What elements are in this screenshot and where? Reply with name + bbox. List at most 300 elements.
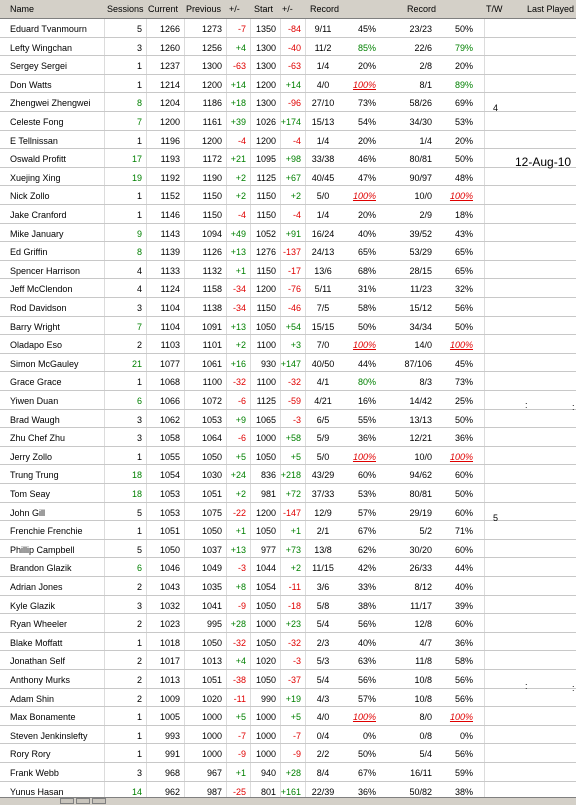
previous-cell[interactable]: 995: [206, 619, 222, 630]
diff-start-cell[interactable]: -18: [287, 600, 301, 611]
player-name[interactable]: Zhu Chef Zhu: [10, 433, 66, 444]
win-pct-total-cell[interactable]: 43%: [454, 228, 473, 239]
record-total-cell[interactable]: 14/0: [414, 340, 432, 351]
win-pct-cell[interactable]: 36%: [357, 786, 376, 797]
table-row[interactable]: [0, 56, 576, 75]
diff-previous-cell[interactable]: +13: [230, 544, 246, 555]
table-row[interactable]: [0, 577, 576, 596]
previous-cell[interactable]: 1041: [201, 600, 222, 611]
player-name[interactable]: Mike January: [10, 228, 64, 239]
previous-cell[interactable]: 1072: [201, 396, 222, 406]
start-cell[interactable]: 1200: [255, 135, 276, 146]
sessions-cell[interactable]: 1: [136, 377, 142, 388]
table-row[interactable]: [0, 503, 576, 522]
win-pct-cell[interactable]: 31%: [357, 284, 376, 295]
diff-previous-cell[interactable]: -11: [233, 693, 246, 704]
record-total-cell[interactable]: 87/106: [404, 358, 432, 369]
record-cell[interactable]: 37/33: [311, 489, 335, 499]
start-cell[interactable]: 1050: [255, 321, 276, 332]
diff-previous-cell[interactable]: +1: [235, 265, 246, 276]
diff-start-cell[interactable]: -76: [287, 284, 301, 295]
current-cell[interactable]: 962: [164, 786, 180, 797]
sessions-cell[interactable]: 1: [136, 749, 142, 760]
record-total-cell[interactable]: 30/20: [409, 544, 432, 555]
win-pct-cell[interactable]: 100%: [352, 79, 376, 90]
start-cell[interactable]: 1020: [255, 656, 276, 667]
player-name[interactable]: Adrian Jones: [10, 582, 63, 592]
record-total-cell[interactable]: 29/19: [409, 507, 432, 518]
record-cell[interactable]: 13/6: [314, 265, 332, 276]
diff-start-cell[interactable]: +72: [285, 489, 301, 499]
player-name[interactable]: Xuejing Xing: [10, 172, 61, 183]
diff-previous-cell[interactable]: -9: [237, 600, 246, 611]
header-previous[interactable]: Previous: [186, 4, 222, 14]
previous-cell[interactable]: 1126: [202, 247, 222, 258]
table-row[interactable]: [0, 112, 576, 131]
start-cell[interactable]: 1100: [256, 340, 276, 351]
record-cell[interactable]: 33/38: [311, 154, 335, 165]
header-name[interactable]: Name: [10, 4, 35, 14]
table-row[interactable]: [0, 38, 576, 57]
diff-start-cell[interactable]: +161: [280, 786, 301, 797]
record-total-cell[interactable]: 8/1: [419, 79, 432, 90]
table-row[interactable]: [0, 75, 576, 94]
diff-start-cell[interactable]: -32: [287, 637, 301, 648]
header-last-played[interactable]: Last Played: [527, 4, 575, 14]
record-cell[interactable]: 40/45: [311, 172, 335, 183]
diff-previous-cell[interactable]: +18: [230, 98, 246, 109]
record-cell[interactable]: 13/8: [314, 544, 332, 555]
current-cell[interactable]: 1005: [159, 712, 180, 723]
sessions-cell[interactable]: 2: [136, 340, 142, 351]
win-pct-cell[interactable]: 60%: [357, 470, 376, 481]
start-cell[interactable]: 1100: [256, 377, 276, 388]
table-row[interactable]: [0, 651, 576, 670]
record-total-cell[interactable]: 58/26: [409, 98, 432, 109]
record-total-cell[interactable]: 4/7: [419, 637, 432, 648]
sessions-cell[interactable]: 6: [136, 563, 142, 574]
current-cell[interactable]: 1104: [160, 303, 180, 313]
sessions-cell[interactable]: 14: [131, 786, 142, 797]
previous-cell[interactable]: 1037: [201, 544, 222, 555]
player-name[interactable]: Jerry Zollo: [10, 451, 53, 462]
record-total-cell[interactable]: 1/4: [419, 135, 432, 146]
record-cell[interactable]: 4/3: [316, 693, 330, 704]
record-total-cell[interactable]: 10/0: [414, 451, 432, 462]
current-cell[interactable]: 1152: [160, 191, 180, 202]
previous-cell[interactable]: 1035: [201, 582, 222, 592]
win-pct-cell[interactable]: 80%: [357, 377, 376, 388]
record-cell[interactable]: 22/39: [311, 786, 335, 797]
diff-previous-cell[interactable]: -6: [237, 433, 246, 444]
start-cell[interactable]: 1350: [255, 24, 276, 34]
record-total-cell[interactable]: 10/8: [414, 693, 432, 704]
start-cell[interactable]: 1095: [255, 154, 276, 165]
record-total-cell[interactable]: 5/2: [419, 526, 432, 537]
sessions-cell[interactable]: 18: [131, 489, 142, 499]
sessions-cell[interactable]: 1: [136, 526, 142, 537]
win-pct-cell[interactable]: 67%: [357, 768, 376, 778]
record-cell[interactable]: 6/5: [316, 414, 330, 425]
player-name[interactable]: Blake Moffatt: [10, 637, 63, 648]
player-name[interactable]: Lefty Wingchan: [10, 42, 73, 53]
diff-previous-cell[interactable]: +16: [230, 358, 246, 369]
record-total-cell[interactable]: 5/4: [419, 749, 432, 760]
previous-cell[interactable]: 1161: [202, 117, 222, 127]
record-cell[interactable]: 4/0: [316, 712, 330, 723]
player-name[interactable]: Adam Shin: [10, 693, 55, 704]
record-cell[interactable]: 2/2: [316, 749, 330, 760]
win-pct-cell[interactable]: 100%: [352, 451, 376, 462]
current-cell[interactable]: 1192: [160, 172, 180, 183]
record-cell[interactable]: 1/4: [316, 135, 330, 146]
start-cell[interactable]: 1000: [255, 619, 276, 630]
win-pct-cell[interactable]: 42%: [357, 563, 376, 574]
win-pct-total-cell[interactable]: 65%: [454, 247, 473, 258]
win-pct-total-cell[interactable]: 25%: [454, 396, 473, 406]
record-cell[interactable]: 40/50: [311, 358, 335, 369]
win-pct-cell[interactable]: 40%: [357, 228, 376, 239]
current-cell[interactable]: 968: [164, 768, 180, 778]
win-pct-cell[interactable]: 36%: [357, 433, 376, 444]
diff-start-cell[interactable]: +73: [285, 544, 301, 555]
sessions-cell[interactable]: 7: [136, 117, 142, 127]
win-pct-cell[interactable]: 65%: [357, 247, 376, 258]
start-cell[interactable]: 1050: [255, 526, 276, 537]
sessions-cell[interactable]: 4: [136, 284, 142, 295]
diff-start-cell[interactable]: +147: [280, 358, 301, 369]
table-row[interactable]: [0, 19, 576, 38]
table-row[interactable]: [0, 279, 576, 298]
header-sessions[interactable]: Sessions: [107, 4, 144, 14]
diff-start-cell[interactable]: -32: [287, 377, 301, 388]
record-total-cell[interactable]: 2/8: [419, 61, 432, 72]
diff-start-cell[interactable]: -137: [282, 247, 301, 258]
win-pct-total-cell[interactable]: 58%: [454, 656, 473, 667]
start-cell[interactable]: 1200: [255, 79, 276, 90]
previous-cell[interactable]: 1200: [201, 135, 222, 146]
diff-previous-cell[interactable]: +2: [235, 489, 246, 499]
start-cell[interactable]: 1300: [255, 61, 276, 72]
win-pct-total-cell[interactable]: 53%: [454, 117, 473, 127]
win-pct-cell[interactable]: 56%: [357, 619, 376, 630]
win-pct-cell[interactable]: 68%: [357, 265, 376, 276]
win-pct-cell[interactable]: 20%: [357, 210, 376, 220]
record-cell[interactable]: 7/5: [316, 303, 330, 313]
record-cell[interactable]: 16/24: [311, 228, 335, 239]
win-pct-total-cell[interactable]: 56%: [454, 303, 473, 313]
previous-cell[interactable]: 1138: [202, 303, 222, 313]
start-cell[interactable]: 801: [260, 786, 276, 797]
table-row[interactable]: [0, 558, 576, 577]
current-cell[interactable]: 1017: [159, 656, 180, 667]
win-pct-total-cell[interactable]: 39%: [454, 600, 473, 611]
record-total-cell[interactable]: 53/29: [409, 247, 432, 258]
win-pct-total-cell[interactable]: 44%: [454, 563, 473, 574]
player-name[interactable]: Frank Webb: [10, 768, 59, 778]
record-total-cell[interactable]: 10/0: [414, 191, 432, 202]
current-cell[interactable]: 1023: [159, 619, 180, 630]
start-cell[interactable]: 990: [260, 693, 276, 704]
start-cell[interactable]: 1050: [255, 451, 276, 462]
diff-previous-cell[interactable]: -3: [237, 563, 246, 574]
record-total-cell[interactable]: 10/8: [414, 675, 432, 685]
sessions-cell[interactable]: 17: [131, 154, 142, 165]
start-cell[interactable]: 1150: [256, 265, 276, 276]
record-total-cell[interactable]: 90/97: [409, 172, 432, 183]
diff-previous-cell[interactable]: +2: [235, 340, 246, 351]
current-cell[interactable]: 1009: [159, 693, 180, 704]
player-name[interactable]: Trung Trung: [10, 470, 59, 481]
player-name[interactable]: Spencer Harrison: [10, 265, 81, 276]
start-cell[interactable]: 1276: [255, 247, 276, 258]
diff-previous-cell[interactable]: +21: [230, 154, 246, 165]
win-pct-cell[interactable]: 55%: [357, 414, 376, 425]
record-cell[interactable]: 5/8: [316, 600, 330, 611]
win-pct-total-cell[interactable]: 56%: [454, 693, 473, 704]
sessions-cell[interactable]: 9: [136, 228, 142, 239]
start-cell[interactable]: 1125: [256, 172, 276, 183]
win-pct-cell[interactable]: 100%: [352, 712, 376, 723]
diff-previous-cell[interactable]: -22: [232, 507, 246, 518]
diff-start-cell[interactable]: +91: [285, 228, 301, 239]
diff-start-cell[interactable]: +67: [285, 172, 301, 183]
player-name[interactable]: Yunus Hasan: [10, 786, 64, 797]
win-pct-total-cell[interactable]: 100%: [449, 712, 473, 723]
current-cell[interactable]: 991: [164, 749, 180, 760]
start-cell[interactable]: 1026: [255, 117, 276, 127]
player-name[interactable]: Brad Waugh: [10, 414, 60, 425]
table-row[interactable]: [0, 317, 576, 336]
previous-cell[interactable]: 1091: [201, 321, 222, 332]
current-cell[interactable]: 1143: [160, 228, 180, 239]
record-total-cell[interactable]: 11/8: [415, 656, 432, 667]
win-pct-total-cell[interactable]: 65%: [454, 265, 473, 276]
current-cell[interactable]: 1133: [160, 265, 180, 276]
win-pct-cell[interactable]: 45%: [357, 24, 376, 34]
win-pct-cell[interactable]: 38%: [357, 600, 376, 611]
win-pct-total-cell[interactable]: 79%: [454, 42, 473, 53]
header-start[interactable]: Start: [254, 4, 274, 14]
win-pct-cell[interactable]: 53%: [357, 489, 376, 499]
previous-cell[interactable]: 1273: [201, 24, 222, 34]
previous-cell[interactable]: 1053: [201, 414, 222, 425]
record-cell[interactable]: 2/1: [316, 526, 330, 537]
sessions-cell[interactable]: 3: [136, 433, 142, 444]
start-cell[interactable]: 1150: [256, 303, 276, 313]
previous-cell[interactable]: 1094: [201, 228, 222, 239]
diff-previous-cell[interactable]: +28: [230, 619, 246, 630]
next-sheet-button[interactable]: [92, 798, 106, 804]
header-tw[interactable]: T/W: [486, 4, 503, 14]
first-sheet-button[interactable]: [60, 798, 74, 804]
diff-start-cell[interactable]: -37: [287, 675, 301, 685]
win-pct-total-cell[interactable]: 45%: [454, 358, 473, 369]
current-cell[interactable]: 1013: [159, 675, 180, 685]
sessions-cell[interactable]: 1: [136, 191, 142, 202]
previous-cell[interactable]: 1100: [202, 377, 222, 388]
current-cell[interactable]: 1146: [160, 210, 180, 220]
sessions-cell[interactable]: 5: [136, 507, 142, 518]
record-cell[interactable]: 4/21: [314, 396, 332, 406]
previous-cell[interactable]: 1075: [201, 507, 222, 518]
previous-cell[interactable]: 1172: [202, 154, 222, 165]
diff-previous-cell[interactable]: -38: [232, 675, 246, 685]
previous-cell[interactable]: 1050: [201, 526, 222, 537]
record-total-cell[interactable]: 8/3: [419, 377, 432, 388]
diff-start-cell[interactable]: -63: [287, 61, 301, 72]
win-pct-cell[interactable]: 0%: [362, 730, 376, 741]
record-total-cell[interactable]: 80/81: [409, 489, 432, 499]
record-total-cell[interactable]: 2/9: [419, 210, 432, 220]
player-name[interactable]: Anthony Murks: [10, 675, 71, 685]
win-pct-cell[interactable]: 40%: [357, 637, 376, 648]
sessions-cell[interactable]: 1: [136, 79, 142, 90]
previous-cell[interactable]: 1000: [201, 712, 222, 723]
win-pct-total-cell[interactable]: 50%: [454, 489, 473, 499]
win-pct-cell[interactable]: 56%: [357, 675, 376, 685]
previous-cell[interactable]: 1049: [201, 563, 222, 574]
previous-cell[interactable]: 967: [206, 768, 222, 778]
sessions-cell[interactable]: 1: [136, 637, 142, 648]
current-cell[interactable]: 1054: [159, 470, 180, 481]
diff-start-cell[interactable]: -4: [292, 210, 301, 220]
previous-cell[interactable]: 1050: [201, 637, 222, 648]
win-pct-total-cell[interactable]: 50%: [454, 24, 473, 34]
table-row[interactable]: [0, 93, 576, 112]
start-cell[interactable]: 940: [260, 768, 276, 778]
sessions-cell[interactable]: 1: [136, 712, 142, 723]
diff-start-cell[interactable]: -3: [292, 414, 301, 425]
table-row[interactable]: [0, 186, 576, 205]
table-row[interactable]: [0, 484, 576, 503]
diff-previous-cell[interactable]: -32: [232, 637, 246, 648]
record-total-cell[interactable]: 34/34: [409, 321, 432, 332]
previous-cell[interactable]: 1050: [201, 451, 222, 462]
win-pct-cell[interactable]: 20%: [357, 135, 376, 146]
sessions-cell[interactable]: 1: [136, 730, 142, 741]
table-row[interactable]: [0, 447, 576, 466]
diff-start-cell[interactable]: +19: [285, 693, 301, 704]
win-pct-total-cell[interactable]: 0%: [459, 730, 473, 741]
diff-start-cell[interactable]: +174: [280, 117, 301, 127]
diff-previous-cell[interactable]: -7: [237, 24, 246, 34]
current-cell[interactable]: 993: [164, 730, 180, 741]
current-cell[interactable]: 1043: [159, 582, 180, 592]
record-cell[interactable]: 24/13: [311, 247, 335, 258]
diff-start-cell[interactable]: -4: [292, 135, 301, 146]
table-row[interactable]: [0, 707, 576, 726]
diff-previous-cell[interactable]: +13: [230, 321, 246, 332]
win-pct-total-cell[interactable]: 60%: [454, 507, 473, 518]
sessions-cell[interactable]: 3: [136, 42, 142, 53]
player-name[interactable]: E Tellnissan: [10, 135, 58, 146]
player-name[interactable]: Phillip Campbell: [10, 544, 75, 555]
sessions-cell[interactable]: 7: [136, 321, 142, 332]
win-pct-cell[interactable]: 63%: [357, 656, 376, 667]
diff-start-cell[interactable]: -46: [287, 303, 301, 313]
win-pct-cell[interactable]: 100%: [352, 191, 376, 202]
previous-cell[interactable]: 1030: [201, 470, 222, 481]
previous-cell[interactable]: 987: [206, 786, 222, 797]
win-pct-total-cell[interactable]: 40%: [454, 582, 473, 592]
start-cell[interactable]: 1065: [255, 414, 276, 425]
start-cell[interactable]: 981: [260, 489, 276, 499]
previous-cell[interactable]: 1064: [201, 433, 222, 444]
record-cell[interactable]: 4/1: [316, 377, 330, 388]
current-cell[interactable]: 1266: [159, 24, 180, 34]
player-name[interactable]: Sergey Sergei: [10, 61, 68, 72]
record-cell[interactable]: 2/3: [316, 637, 330, 648]
record-cell[interactable]: 15/15: [311, 321, 335, 332]
diff-previous-cell[interactable]: -4: [237, 210, 246, 220]
current-cell[interactable]: 1062: [159, 414, 180, 425]
record-cell[interactable]: 11/15: [312, 563, 334, 574]
table-row[interactable]: [0, 335, 576, 354]
start-cell[interactable]: 1150: [256, 210, 276, 220]
header-diff-previous[interactable]: +/-: [229, 4, 240, 14]
current-cell[interactable]: 1214: [159, 79, 180, 90]
start-cell[interactable]: 1125: [256, 396, 276, 406]
start-cell[interactable]: 1200: [255, 507, 276, 518]
start-cell[interactable]: 1300: [255, 98, 276, 109]
diff-previous-cell[interactable]: +1: [235, 526, 246, 537]
player-name[interactable]: Eduard Tvanmourn: [10, 24, 87, 34]
previous-cell[interactable]: 1200: [201, 79, 222, 90]
current-cell[interactable]: 1046: [159, 563, 180, 574]
current-cell[interactable]: 1051: [159, 526, 180, 537]
previous-cell[interactable]: 1051: [201, 489, 222, 499]
record-cell[interactable]: 27/10: [311, 98, 335, 109]
diff-start-cell[interactable]: -84: [287, 24, 301, 34]
player-name[interactable]: Nick Zollo: [10, 191, 50, 202]
win-pct-cell[interactable]: 47%: [357, 172, 376, 183]
previous-cell[interactable]: 1300: [201, 61, 222, 72]
table-row[interactable]: [0, 670, 576, 689]
diff-previous-cell[interactable]: +2: [235, 172, 246, 183]
win-pct-cell[interactable]: 85%: [357, 42, 376, 53]
diff-previous-cell[interactable]: +2: [235, 191, 246, 202]
current-cell[interactable]: 1053: [159, 507, 180, 518]
diff-previous-cell[interactable]: +39: [230, 117, 246, 127]
table-row[interactable]: [0, 614, 576, 633]
win-pct-total-cell[interactable]: 60%: [454, 470, 473, 481]
win-pct-cell[interactable]: 58%: [357, 303, 376, 313]
win-pct-total-cell[interactable]: 36%: [454, 433, 473, 444]
record-cell[interactable]: 12/9: [314, 507, 332, 518]
diff-previous-cell[interactable]: +49: [230, 228, 246, 239]
sessions-cell[interactable]: 1: [136, 135, 142, 146]
diff-previous-cell[interactable]: -34: [232, 284, 246, 295]
record-total-cell[interactable]: 12/21: [409, 433, 432, 444]
start-cell[interactable]: 977: [260, 544, 276, 555]
player-name[interactable]: Yiwen Duan: [10, 396, 59, 406]
diff-previous-cell[interactable]: -32: [232, 377, 246, 388]
table-row[interactable]: [0, 465, 576, 484]
current-cell[interactable]: 1193: [160, 154, 180, 165]
diff-start-cell[interactable]: -7: [292, 730, 301, 741]
record-total-cell[interactable]: 13/13: [409, 414, 432, 425]
record-total-cell[interactable]: 34/30: [409, 117, 432, 127]
diff-previous-cell[interactable]: -6: [237, 396, 246, 406]
record-cell[interactable]: 1/4: [316, 61, 330, 72]
diff-start-cell[interactable]: +98: [285, 154, 301, 165]
diff-previous-cell[interactable]: -63: [232, 61, 246, 72]
table-row[interactable]: [0, 428, 576, 447]
win-pct-total-cell[interactable]: 18%: [454, 210, 473, 220]
player-name[interactable]: Rod Davidson: [10, 303, 67, 313]
current-cell[interactable]: 1196: [160, 135, 180, 146]
